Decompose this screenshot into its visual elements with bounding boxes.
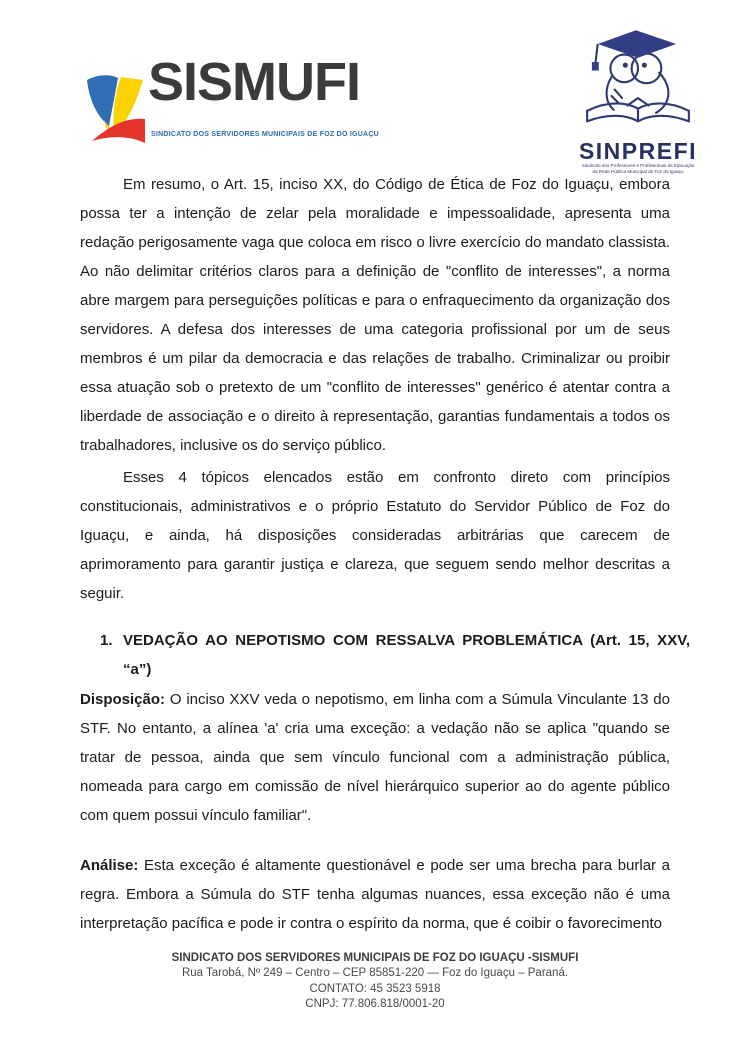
section-heading-1-number: 1.	[100, 632, 113, 649]
footer-cnpj: CNPJ: 77.806.818/0001-20	[305, 998, 445, 1010]
disposicao-label: Disposição:	[80, 691, 166, 708]
paragraph-disposicao	[80, 685, 670, 830]
paragraph-analise	[80, 851, 670, 938]
sinprefi-tagline-line2: da Rede Pública Municipal de Foz do Iguaçu	[592, 169, 684, 174]
footer-union-name: SINDICATO DOS SERVIDORES MUNICIPAIS DE FOZ DO IGUAÇU -SISMUFI	[171, 952, 579, 964]
sismufi-tagline: SINDICATO DOS SERVIDORES MUNICIPAIS DE FOZ DO IGUAÇU	[151, 131, 379, 138]
footer-contact: CONTATO: 45 3523 5918	[309, 982, 441, 995]
document-footer	[0, 950, 750, 1013]
section-heading-1-title: VEDAÇÃO AO NEPOTISMO COM RESSALVA PROBLEMÁTICA (Art. 15, XXV, “a”)	[123, 632, 690, 678]
section-heading-1	[80, 626, 690, 684]
paragraph-topics-text: Esses 4 tópicos elencados estão em confronto direto com princípios constitucionais, administrativos e o próprio Estatuto do Servidor Público de Foz do Iguaçu, e ainda, há disposições consideradas arbitrárias que carecem de aprimoramento para garantir justiça e clareza, que seguem sendo melhor descritas a seguir.	[80, 469, 670, 602]
sinprefi-logo	[563, 26, 713, 175]
sinprefi-owl-icon	[574, 26, 702, 132]
sismufi-wordmark: SISMUFI	[148, 52, 361, 112]
paragraph-summary	[80, 170, 670, 460]
paragraph-summary-text: Em resumo, o Art. 15, inciso XX, do Código de Ética de Foz do Iguaçu, embora possa ter a intenção de zelar pela moralidade e impessoalidade, apresenta uma redação perigosamente vaga que coloca em risco o livre exercício do mandato classista. Ao não delimitar critérios claros para a definição de "conflito de interesses", a norma abre margem para perseguições políticas e para o enfraquecimento da organização dos servidores. A defesa dos interesses de uma categoria profissional por um de seus membros é um pilar da democracia e das relações de trabalho. Criminalizar ou proibir essa atuação sob o pretexto de um "conflito de interesses" genérico é atentar contra a liberdade de associação e o direito à representação, garantias fundamentais a todos os trabalhadores, inclusive os do serviço público.	[80, 176, 670, 454]
disposicao-text: O inciso XXV veda o nepotismo, em linha com a Súmula Vinculante 13 do STF. No entanto, a alínea 'a' cria uma exceção: a vedação não se aplica "quando se tratar de pessoa, ainda que sem vínculo funcional com a administração pública, nomeada para cargo em comissão de nível hierárquico superior ao do agente público com quem possui vínculo familiar".	[80, 691, 670, 824]
footer-address: Rua Tarobá, Nº 249 – Centro – CEP 85851-220 — Foz do Iguaçu – Paraná.	[181, 967, 569, 979]
sinprefi-wordmark: SINPREFI	[578, 138, 698, 164]
analise-text: Esta exceção é altamente questionável e pode ser uma brecha para burlar a regra. Embora a Súmula do STF tenha algumas nuances, essa exceção não é uma interpretação pacífica e pode ir contra o espírito da norma, que é coibir o favorecimento	[80, 857, 670, 932]
analise-label: Análise:	[80, 857, 139, 874]
sinprefi-tagline-line1: Sindicato dos Professores e Profissionais da Educação	[581, 163, 695, 168]
paragraph-topics	[80, 463, 670, 608]
sismufi-logo-mark-icon	[84, 74, 146, 144]
